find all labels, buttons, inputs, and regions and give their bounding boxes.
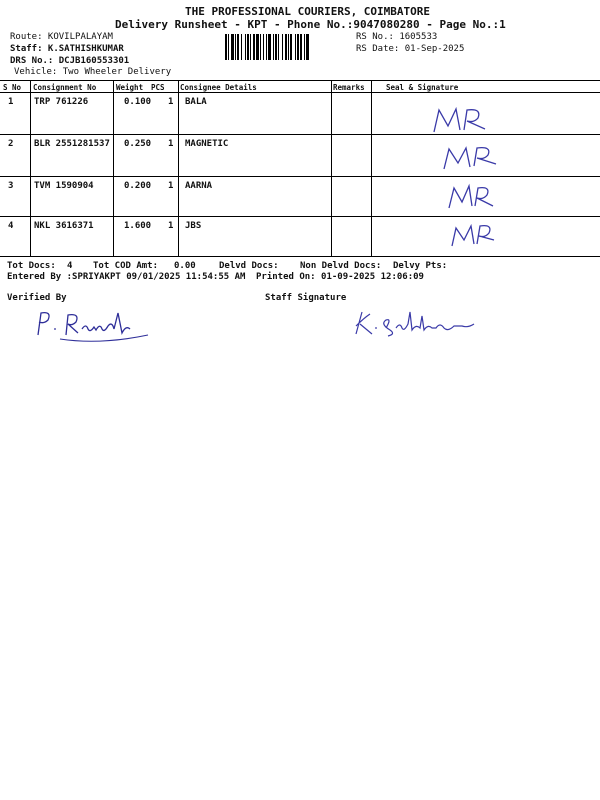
- row-consignment: BLR 2551281537: [34, 139, 110, 149]
- vehicle: Vehicle: Two Wheeler Delivery: [14, 67, 172, 77]
- tot-docs-value: 4: [67, 261, 73, 271]
- col-divider: [178, 80, 179, 256]
- barcode-bar: [297, 34, 299, 60]
- runsheet-title: Delivery Runsheet - KPT - Phone No.:9047080280 - Page No.:1: [115, 18, 506, 31]
- barcode-bar: [241, 34, 242, 60]
- col-header-consignment: Consignment No: [33, 83, 97, 92]
- row-consignment: TRP 761226: [34, 97, 89, 107]
- barcode-bar: [304, 34, 305, 60]
- barcode-bar: [237, 34, 239, 60]
- handwritten-signature: [448, 220, 508, 250]
- table-top-line: [0, 80, 600, 81]
- col-header-consignee: Consignee Details: [180, 83, 257, 92]
- col-divider: [371, 80, 372, 256]
- barcode-bar: [285, 34, 287, 60]
- row-weight: 1.600: [124, 221, 152, 231]
- barcode-bar: [231, 34, 234, 60]
- barcode-bar: [253, 34, 255, 60]
- barcode-bar: [235, 34, 236, 60]
- tot-cod-value: 0.00: [174, 261, 196, 271]
- barcode-bar: [245, 34, 246, 60]
- tot-cod-label: Tot COD Amt:: [93, 261, 159, 271]
- barcode-bar: [260, 34, 261, 60]
- barcode-bar: [250, 34, 251, 60]
- delvd-docs-label: Delvd Docs:: [219, 261, 279, 271]
- barcode-bar: [278, 34, 279, 60]
- barcode-bar: [273, 34, 274, 60]
- row-pcs: 1: [168, 181, 174, 191]
- verified-by-label: Verified By: [7, 293, 67, 303]
- col-divider: [331, 80, 332, 256]
- row-consignee: BALA: [185, 97, 207, 107]
- handwritten-signature: [440, 142, 510, 174]
- drs-number: DRS No.: DCJB160553301: [10, 56, 130, 66]
- row-divider: [0, 176, 600, 177]
- barcode-bar: [282, 34, 283, 60]
- barcode-bar: [266, 34, 267, 60]
- row-pcs: 1: [168, 139, 174, 149]
- barcode-bar: [247, 34, 249, 60]
- row-consignment: NKL 3616371: [34, 221, 94, 231]
- col-divider: [30, 80, 31, 256]
- barcode-bar: [290, 34, 292, 60]
- entered-by: Entered By :SPRIYAKPT 09/01/2025 11:54:55 AM: [7, 272, 246, 282]
- barcode-bar: [263, 34, 264, 60]
- barcode-bar: [256, 34, 259, 60]
- table-header-line: [0, 92, 600, 93]
- row-consignee: AARNA: [185, 181, 213, 191]
- row-pcs: 1: [168, 221, 174, 231]
- barcode-bar: [295, 34, 296, 60]
- company-name: THE PROFESSIONAL COURIERS, COIMBATORE: [185, 5, 431, 18]
- col-header-signature: Seal & Signature: [386, 83, 459, 92]
- barcode-bar: [228, 34, 229, 60]
- row-divider: [0, 134, 600, 135]
- col-header-pcs: PCS: [151, 83, 165, 92]
- col-header-remarks: Remarks: [333, 83, 365, 92]
- barcode: [225, 34, 353, 60]
- delvy-pts-label: Delvy Pts:: [393, 261, 448, 271]
- tot-docs-label: Tot Docs:: [7, 261, 56, 271]
- handwritten-signature: [430, 104, 500, 138]
- row-consignee: JBS: [185, 221, 202, 231]
- col-header-sno: S No: [3, 83, 22, 92]
- row-weight: 0.100: [124, 97, 152, 107]
- barcode-bar: [275, 34, 277, 60]
- row-pcs: 1: [168, 97, 174, 107]
- barcode-bar: [268, 34, 271, 60]
- row-sno: 1: [8, 97, 14, 107]
- handwritten-signature: [445, 180, 505, 214]
- barcode-bar: [225, 34, 227, 60]
- row-sno: 3: [8, 181, 14, 191]
- rs-date: RS Date: 01-Sep-2025: [356, 44, 465, 54]
- barcode-bar: [288, 34, 289, 60]
- barcode-bar: [300, 34, 302, 60]
- barcode-bar: [306, 34, 309, 60]
- row-divider: [0, 216, 600, 217]
- row-sno: 4: [8, 221, 14, 231]
- row-consignment: TVM 1590904: [34, 181, 94, 191]
- row-sno: 2: [8, 139, 14, 149]
- non-delvd-docs-label: Non Delvd Docs:: [300, 261, 382, 271]
- staff-signature: [350, 306, 485, 340]
- rs-number: RS No.: 1605533: [356, 32, 438, 42]
- table-bottom-line: [0, 256, 600, 257]
- staff-name: Staff: K.SATHISHKUMAR: [10, 44, 124, 54]
- staff-signature-label: Staff Signature: [265, 293, 347, 303]
- row-weight: 0.200: [124, 181, 152, 191]
- row-consignee: MAGNETIC: [185, 139, 229, 149]
- verified-signature: [30, 305, 155, 345]
- col-header-weight: Weight: [116, 83, 144, 92]
- route: Route: KOVILPALAYAM: [10, 32, 113, 42]
- row-weight: 0.250: [124, 139, 152, 149]
- col-divider: [113, 80, 114, 256]
- printed-on: Printed On: 01-09-2025 12:06:09: [256, 272, 424, 282]
